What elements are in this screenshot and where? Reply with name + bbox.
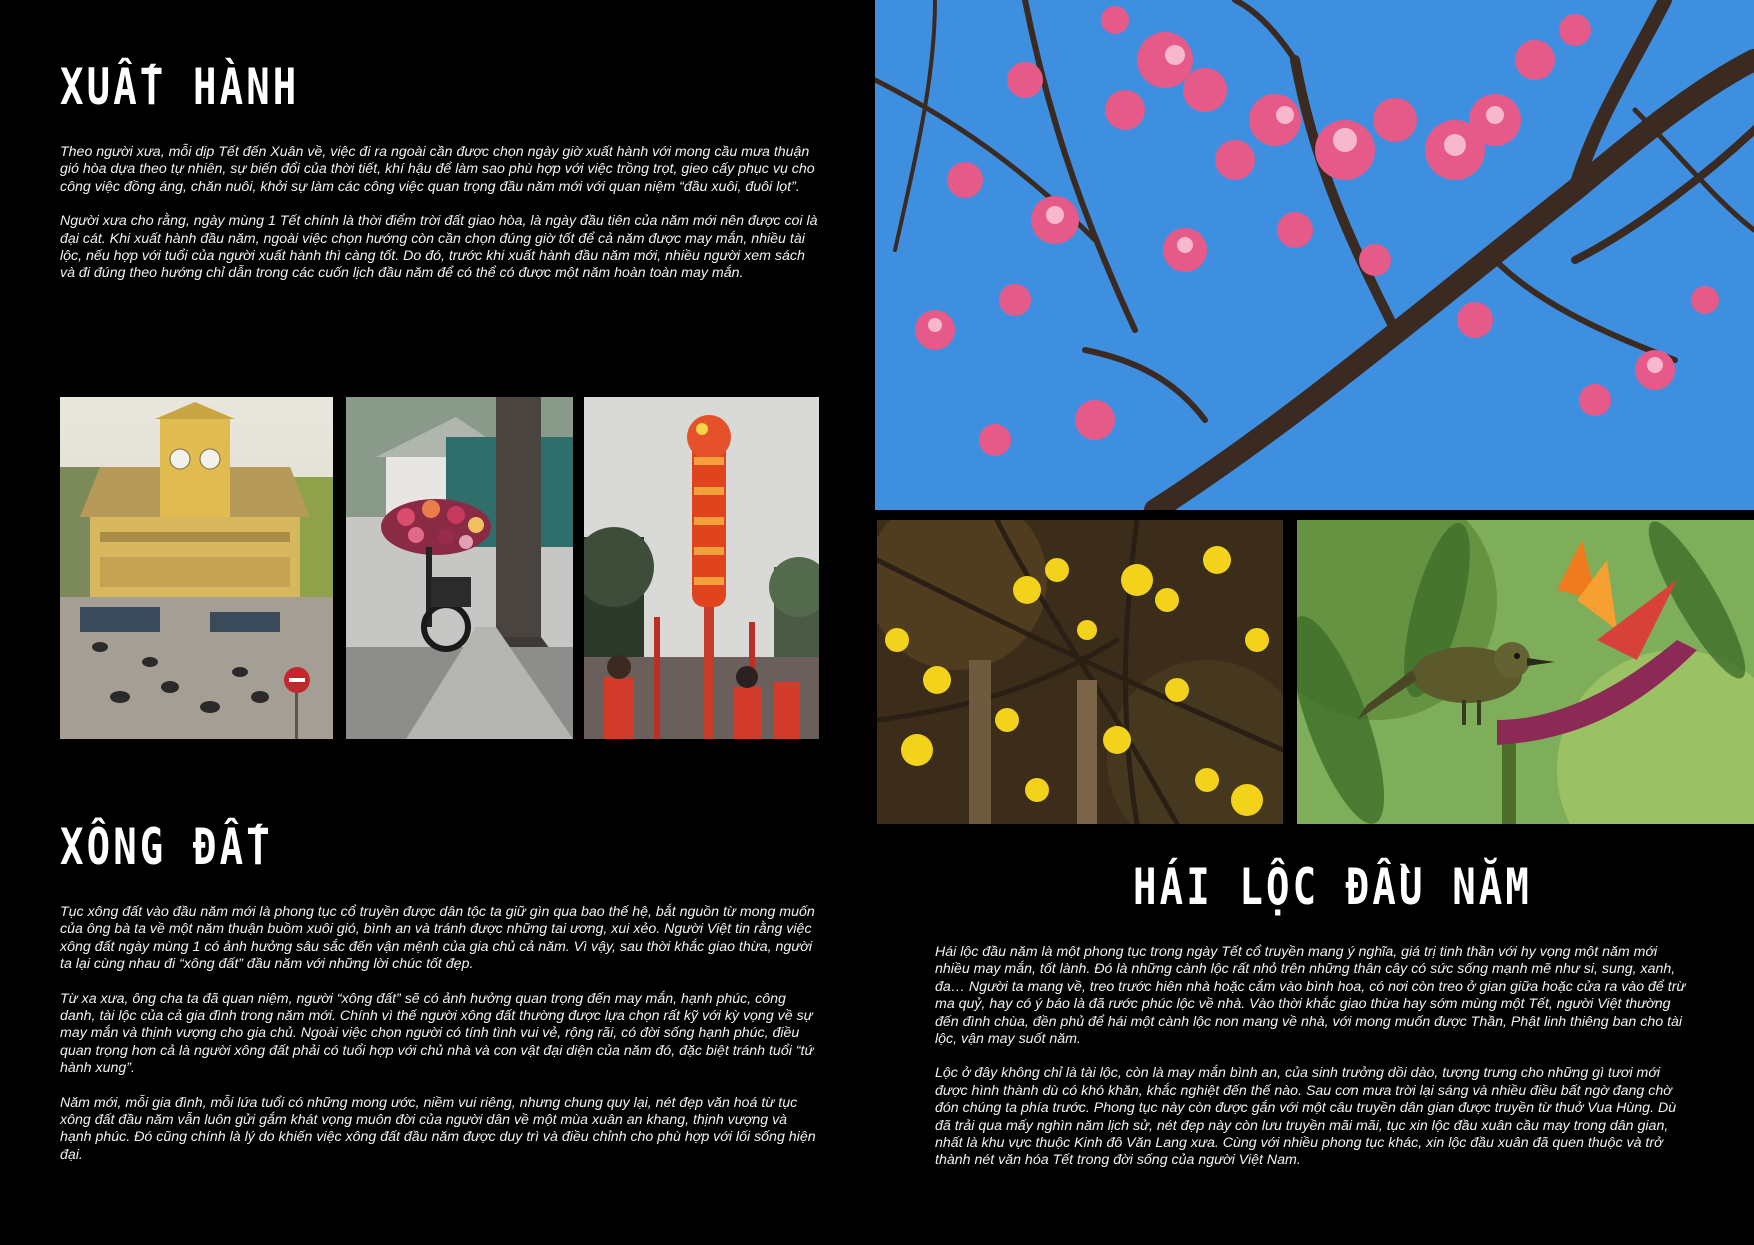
hai-loc-body xyxy=(935,944,1695,1187)
paragraph: Hái lộc đầu năm là một phong tục trong ngày Tết cổ truyền mang ý nghĩa, giá trị tinh thần với hy vọng một năm mới nhiều may mắn, tốt lành. Đó là những cành lộc rất nhỏ trên những thân cây có sức sống mạnh mẽ như si, sung, xanh, đa… Người ta mang về, treo trước hiên nhà hoặc cắm vào bình hoa, có nơi còn treo ở gian giữa hoặc cửa ra vào để trừ ma quỷ, hay có ý báo là đã rước phúc lộc về nhà. Vào thời khắc giao thừa hay sớm mùng một Tết, người Việt thường đến đình chùa, đền phủ để hái một cành lộc non mang về nhà, với mong muốn được Thần, Phật linh thiêng ban cho tài lộc, vận may suốt năm. xyxy=(935,944,1686,1048)
paragraph: Người xưa cho rằng, ngày mùng 1 Tết chính là thời điểm trời đất giao hòa, là ngày đầu tiên của năm mới nên được coi là đại cát. Khi xuất hành đầu năm, ngoài việc chọn hướng còn cần chọn đúng giờ tốt để cả năm được may mắn, nhiều tài lộc, nếu hợp với tuổi của người xuất hành thì càng tốt. Do đó, trước khi xuất hành đầu năm mới, nhiều người xem sách và đi đúng theo hướng chỉ dẫn trong các cuốn lịch đầu năm để có thể có được một năm hoàn toàn may mắn. xyxy=(60,213,818,282)
xuat-hanh-body xyxy=(60,144,820,300)
xong-dat-body xyxy=(60,904,820,1181)
paragraph: Tục xông đất vào đầu năm mới là phong tục cổ truyền được dân tộc ta giữ gìn qua bao thế hệ, bắt nguồn từ mong muốn của ông bà ta về một năm thuận buồm xuôi gió, bình an và tránh được những tai ương, xui xẻo. Người Việt tin rằng việc xông đất ngày mùng 1 có ảnh hưởng sâu sắc đến vận mệnh của gia chủ cả năm. Vì vậy, sau thời khắc giao thừa, người ta lại cùng nhau đi “xông đất” đầu năm với những lời chúc tốt đẹp. xyxy=(60,904,815,973)
paragraph: Năm mới, mỗi gia đình, mỗi lứa tuổi có những mong ước, niềm vui riêng, nhưng chung quy lại, nét đẹp văn hoá từ tục xông đất đầu năm vẫn luôn gửi gắm khát vọng muôn đời của người dân về một mùa xuân an khang, thịnh vượng và hạnh phúc. Đó cũng chính là lý do khiến việc xông đất đầu năm được duy trì và điều chỉnh cho phù hợp với lối sống hiện đại. xyxy=(60,1094,816,1163)
heading-xuat-hanh: XUẤT HÀNH xyxy=(60,58,300,116)
paragraph: Lộc ở đây không chỉ là tài lộc, còn là may mắn bình an, của sinh trưởng dồi dào, tượng trưng cho những gì tươi mới được hình thành dù có khó khăn, khắc nghiệt đến thế nào. Sau cơn mưa trời lại sáng và nhiều điều bất ngờ đang chờ đón chúng ta phía trước. Phong tục này còn được gắn với một câu truyền dân gian được truyền từ thuở Vua Hùng. Dù đã trải qua mấy nghìn năm lịch sử, nét đẹp này còn lưu truyền mãi mãi, tục xin lộc đầu xuân cầu may trong dân gian, nhất là khu vực thuộc Kinh đô Văn Lang xưa. Cùng với nhiều phong tục khác, xin lộc đầu xuân đã quen thuộc và trở thành nét văn hóa Tết trong đời sống của người Việt Nam. xyxy=(935,1065,1677,1169)
paragraph: Theo người xưa, mỗi dịp Tết đến Xuân về, việc đi ra ngoài cần được chọn ngày giờ xuất hành với mong cầu mưa thuận gió hòa dựa theo tự nhiên, sự biến đổi của thời tiết, khí hậu để làm sao phù hợp với việc trồng trọt, gieo cấy phục vụ cho công việc đồng áng, chăn nuôi, khởi sự làm các công việc quan trọng đầu năm mới với quan niệm “đầu xuôi, đuôi lọt”. xyxy=(60,144,815,195)
right-page xyxy=(875,0,1754,1245)
yellow-apricot-blossom-photo xyxy=(877,520,1283,824)
left-page xyxy=(0,0,875,1245)
heading-hai-loc-dau-nam: HÁI LỘC ĐẦU NĂM xyxy=(1133,858,1533,916)
flower-bicycle-photo xyxy=(346,397,573,739)
market-clock-tower-photo xyxy=(60,397,333,739)
pink-cherry-blossom-photo xyxy=(875,0,1754,510)
lion-dance-pole-photo xyxy=(584,397,819,739)
heading-xong-dat: XÔNG ĐẤT xyxy=(60,818,273,876)
bird-of-paradise-photo xyxy=(1297,520,1754,824)
paragraph: Từ xa xưa, ông cha ta đã quan niệm, người “xông đất” sẽ có ảnh hưởng quan trọng đến may mắn, hạnh phúc, công danh, tài lộc của cả gia đình trong năm mới. Chính vì thế người xông đất thường được lựa chọn rất kỹ với kỳ vọng về sự may mắn và thịnh vượng cho gia chủ. Ngoài việc chọn người có tính tình vui vẻ, rộng rãi, có đời sống hạnh phúc, điều quan trọng hơn cả là người xông đất phải có tuổi hợp với chủ nhà và con vật đại diện của năm đó, đặc biệt tránh tuổi “tứ hành xung”. xyxy=(60,990,814,1077)
